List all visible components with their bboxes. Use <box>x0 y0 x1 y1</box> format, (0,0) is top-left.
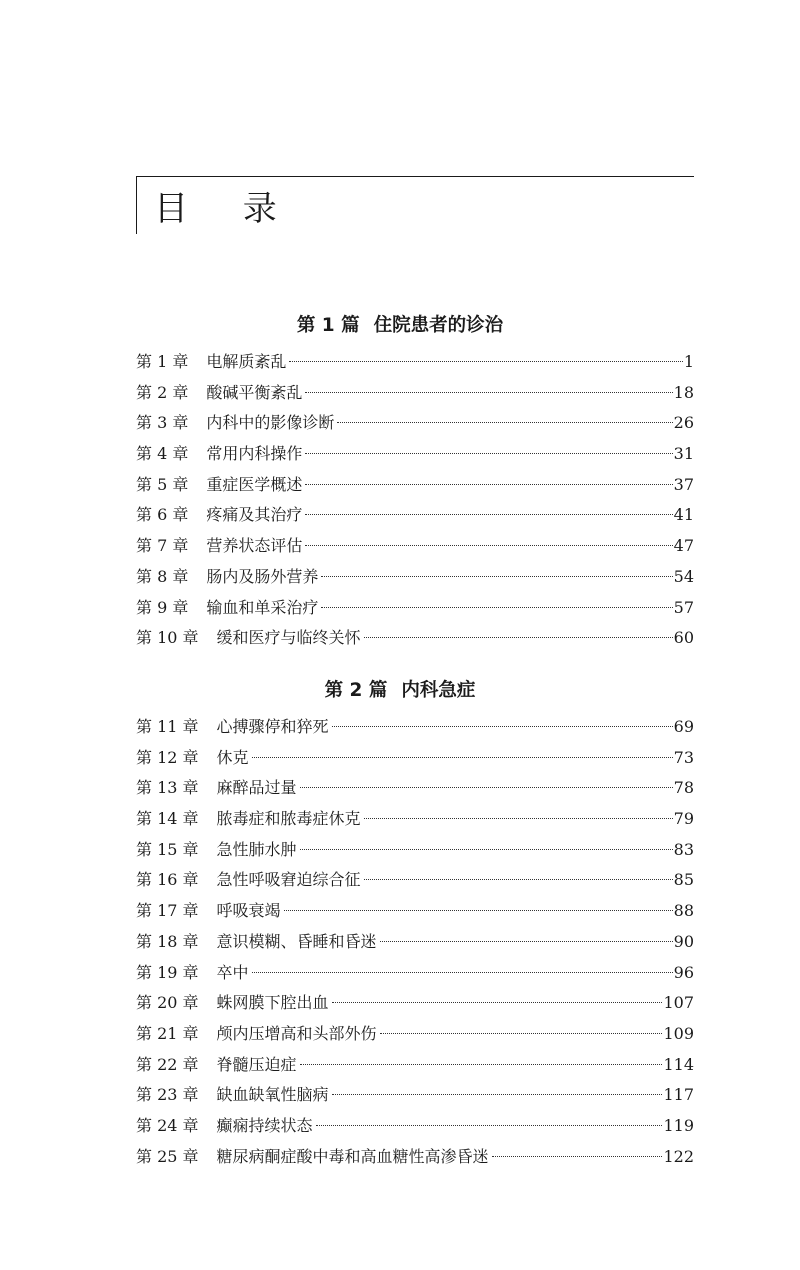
toc-entry[interactable] <box>136 896 694 927</box>
dot-leader <box>380 1033 663 1034</box>
toc-entry[interactable] <box>136 927 694 958</box>
toc-entry[interactable] <box>136 1142 694 1173</box>
page-number: 83 <box>673 839 694 859</box>
page-number: 90 <box>673 931 694 951</box>
dot-leader <box>321 607 672 608</box>
dot-leader <box>300 787 673 788</box>
dot-leader <box>300 849 673 850</box>
dot-leader <box>316 1125 663 1126</box>
toc-entry[interactable] <box>136 988 694 1019</box>
dot-leader <box>305 392 672 393</box>
page-number: 119 <box>663 1115 694 1135</box>
chapter-title: 急性肺水肿 <box>216 839 297 859</box>
chapter-title: 营养状态评估 <box>206 536 303 556</box>
chapter-title: 颅内压增高和头部外伤 <box>216 1023 377 1043</box>
toc-entry[interactable] <box>136 470 694 501</box>
toc-entry[interactable] <box>136 1080 694 1111</box>
chapter-title: 蛛网膜下腔出血 <box>216 993 329 1013</box>
chapter-number: 第 8 章 <box>136 566 189 586</box>
chapter-title: 脊髓压迫症 <box>216 1054 297 1074</box>
page-number: 1 <box>683 352 694 371</box>
dot-leader <box>252 972 673 973</box>
dot-leader <box>284 910 673 911</box>
part-label: 第 1 篇 <box>296 315 360 336</box>
dot-leader <box>289 361 682 362</box>
chapter-number: 第 5 章 <box>136 474 189 494</box>
page-number: 41 <box>673 505 694 525</box>
part-heading-2 <box>0 679 800 703</box>
dot-leader <box>337 422 672 423</box>
dot-leader <box>364 818 673 819</box>
chapter-number: 第 16 章 <box>136 870 199 890</box>
page-number: 78 <box>673 778 694 798</box>
page-number: 117 <box>663 1085 694 1105</box>
page-number: 73 <box>673 747 694 767</box>
chapter-title: 意识模糊、昏睡和昏迷 <box>216 931 377 951</box>
dot-leader <box>252 757 673 758</box>
chapter-title: 急性呼吸窘迫综合征 <box>216 870 361 890</box>
page-number: 31 <box>673 444 694 464</box>
toc-entry[interactable] <box>136 378 694 409</box>
toc-entry[interactable] <box>136 835 694 866</box>
chapter-title: 输血和单采治疗 <box>206 597 319 617</box>
part-name: 内科急症 <box>401 680 476 701</box>
toc-entry[interactable] <box>136 500 694 531</box>
chapter-number: 第 6 章 <box>136 505 189 525</box>
chapter-title: 休克 <box>216 747 249 767</box>
toc-entry[interactable] <box>136 773 694 804</box>
chapter-title: 心搏骤停和猝死 <box>216 717 329 736</box>
dot-leader <box>305 453 672 454</box>
toc-entry[interactable] <box>136 865 694 896</box>
page-number: 122 <box>663 1146 694 1166</box>
chapter-number: 第 13 章 <box>136 778 199 798</box>
chapter-number: 第 11 章 <box>136 717 199 736</box>
page-number: 47 <box>673 536 694 556</box>
dot-leader <box>321 576 672 577</box>
toc-entry[interactable] <box>136 1019 694 1050</box>
chapter-number: 第 25 章 <box>136 1146 199 1166</box>
part-1-chapter-list <box>136 347 694 654</box>
toc-entry[interactable] <box>136 712 694 743</box>
chapter-number: 第 7 章 <box>136 536 189 556</box>
part-2-chapter-list <box>136 712 694 1172</box>
toc-entry[interactable] <box>136 1111 694 1142</box>
chapter-number: 第 12 章 <box>136 747 199 767</box>
page-title: 目 录 <box>154 189 299 229</box>
dot-leader <box>305 484 672 485</box>
chapter-title: 内科中的影像诊断 <box>206 413 335 433</box>
page-number: 60 <box>673 628 694 648</box>
dot-leader <box>364 879 673 880</box>
chapter-number: 第 2 章 <box>136 382 189 402</box>
toc-entry[interactable] <box>136 743 694 774</box>
toc-entry[interactable] <box>136 562 694 593</box>
toc-entry[interactable] <box>136 593 694 624</box>
page-number: 107 <box>663 993 694 1013</box>
chapter-title: 麻醉品过量 <box>216 778 297 798</box>
page-number: 114 <box>663 1054 694 1074</box>
chapter-title: 重症医学概述 <box>206 474 303 494</box>
chapter-number: 第 21 章 <box>136 1023 199 1043</box>
chapter-title: 呼吸衰竭 <box>216 901 281 921</box>
page-number: 26 <box>673 413 694 433</box>
toc-entry[interactable] <box>136 958 694 989</box>
page-number: 79 <box>673 809 694 829</box>
chapter-number: 第 17 章 <box>136 901 199 921</box>
toc-entry[interactable] <box>136 347 694 378</box>
chapter-number: 第 10 章 <box>136 628 199 648</box>
chapter-number: 第 24 章 <box>136 1115 199 1135</box>
chapter-title: 卒中 <box>216 962 249 982</box>
page-number: 37 <box>673 474 694 494</box>
chapter-number: 第 3 章 <box>136 413 189 433</box>
chapter-number: 第 9 章 <box>136 597 189 617</box>
chapter-number: 第 18 章 <box>136 931 199 951</box>
dot-leader <box>332 1002 663 1003</box>
chapter-title: 癫痫持续状态 <box>216 1115 313 1135</box>
dot-leader <box>364 637 673 638</box>
dot-leader <box>305 514 672 515</box>
chapter-number: 第 22 章 <box>136 1054 199 1074</box>
toc-entry[interactable] <box>136 439 694 470</box>
toc-entry[interactable] <box>136 623 694 654</box>
chapter-number: 第 1 章 <box>136 352 189 371</box>
dot-leader <box>300 1064 663 1065</box>
dot-leader <box>332 1094 663 1095</box>
dot-leader <box>332 726 673 727</box>
chapter-number: 第 20 章 <box>136 993 199 1013</box>
part-heading-1 <box>0 314 800 338</box>
chapter-number: 第 14 章 <box>136 809 199 829</box>
chapter-title: 糖尿病酮症酸中毒和高血糖性高渗昏迷 <box>216 1146 489 1166</box>
chapter-title: 电解质紊乱 <box>206 352 287 371</box>
chapter-number: 第 15 章 <box>136 839 199 859</box>
page-number: 54 <box>673 566 694 586</box>
page-number: 96 <box>673 962 694 982</box>
part-name: 住院患者的诊治 <box>373 315 504 336</box>
chapter-number: 第 4 章 <box>136 444 189 464</box>
page-number: 69 <box>673 717 694 736</box>
toc-entry[interactable] <box>136 1050 694 1081</box>
page-number: 85 <box>673 870 694 890</box>
page-number: 88 <box>673 901 694 921</box>
chapter-title: 缓和医疗与临终关怀 <box>216 628 361 648</box>
chapter-number: 第 23 章 <box>136 1085 199 1105</box>
dot-leader <box>380 941 673 942</box>
chapter-number: 第 19 章 <box>136 962 199 982</box>
chapter-title: 疼痛及其治疗 <box>206 505 303 525</box>
toc-entry[interactable] <box>136 804 694 835</box>
part-label: 第 2 篇 <box>324 680 388 701</box>
page-number: 18 <box>673 382 694 402</box>
dot-leader <box>492 1156 663 1157</box>
chapter-title: 常用内科操作 <box>206 444 303 464</box>
toc-entry[interactable] <box>136 408 694 439</box>
chapter-title: 脓毒症和脓毒症休克 <box>216 809 361 829</box>
page-number: 109 <box>663 1023 694 1043</box>
page-number: 57 <box>673 597 694 617</box>
chapter-title: 酸碱平衡紊乱 <box>206 382 303 402</box>
toc-entry[interactable] <box>136 531 694 562</box>
chapter-title: 肠内及肠外营养 <box>206 566 319 586</box>
dot-leader <box>305 545 672 546</box>
chapter-title: 缺血缺氧性脑病 <box>216 1085 329 1105</box>
